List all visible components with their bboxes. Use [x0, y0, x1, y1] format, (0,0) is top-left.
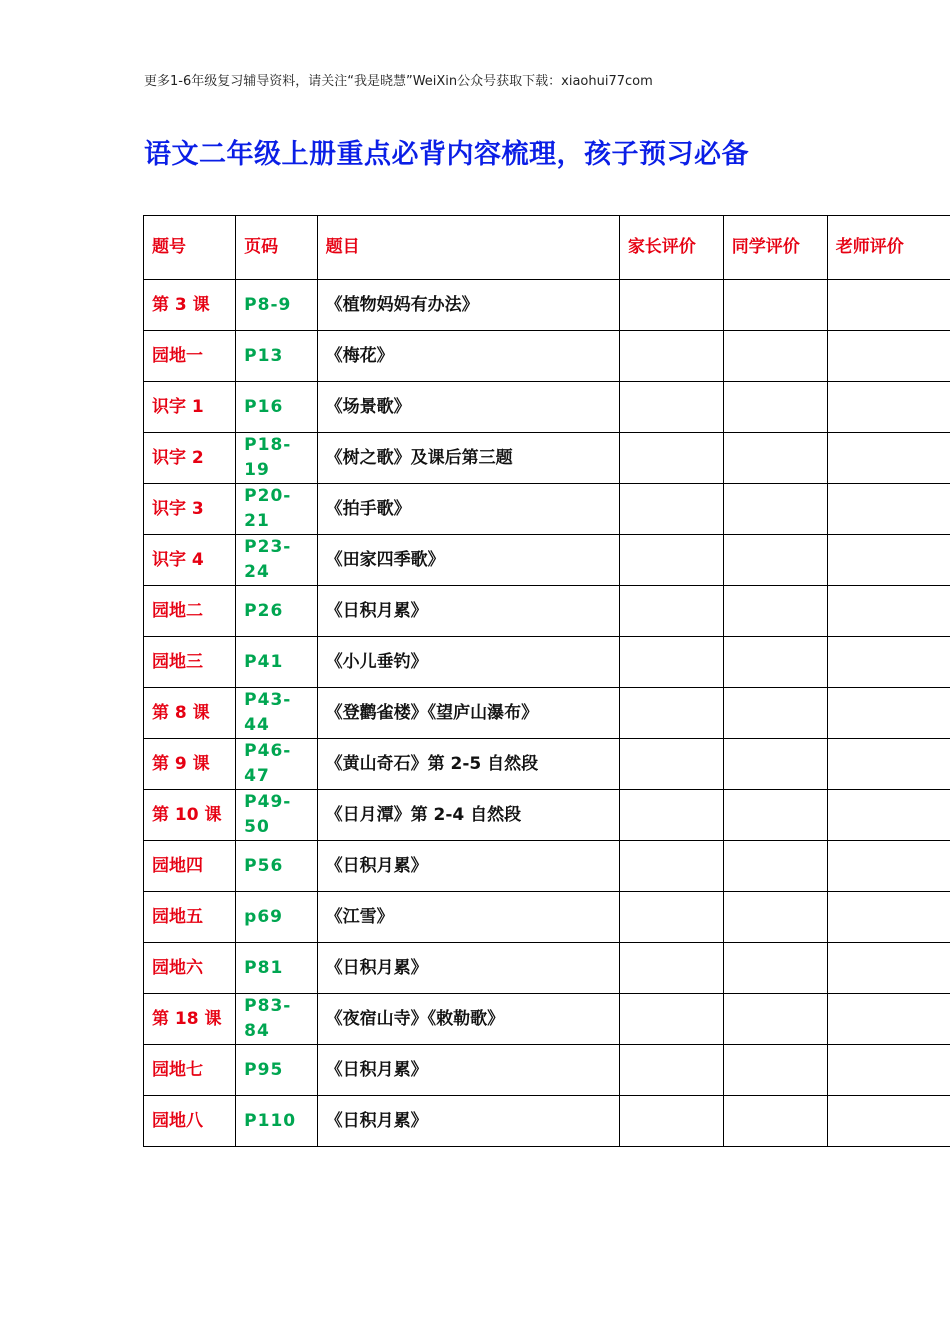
classmate-review-cell: [723, 586, 827, 637]
table-row: [144, 637, 950, 688]
teacher-review-cell: [827, 994, 950, 1045]
page-number-cell: P8-9: [236, 280, 317, 331]
topic-cell: 《植物妈妈有办法》: [317, 280, 619, 331]
table-row: [144, 688, 950, 739]
classmate-review-cell: [723, 535, 827, 586]
lesson-number-cell: 第 9 课: [144, 739, 236, 790]
table-row: [144, 1096, 950, 1147]
classmate-review-cell: [723, 841, 827, 892]
lesson-number-cell: 园地三: [144, 637, 236, 688]
teacher-review-cell: [827, 790, 950, 841]
header-teacher-review: 老师评价: [827, 216, 950, 280]
topic-cell: 《拍手歌》: [317, 484, 619, 535]
topic-cell: 《树之歌》及课后第三题: [317, 433, 619, 484]
table-row: [144, 739, 950, 790]
topic-cell: 《登鹳雀楼》《望庐山瀑布》: [317, 688, 619, 739]
table-row: [144, 790, 950, 841]
table-row: [144, 382, 950, 433]
topic-cell: 《夜宿山寺》《敕勒歌》: [317, 994, 619, 1045]
lesson-number-cell: 第 10 课: [144, 790, 236, 841]
parent-review-cell: [619, 1096, 723, 1147]
classmate-review-cell: [723, 688, 827, 739]
classmate-review-cell: [723, 433, 827, 484]
lesson-number-cell: 园地四: [144, 841, 236, 892]
table-row: [144, 892, 950, 943]
teacher-review-cell: [827, 1045, 950, 1096]
lesson-number-cell: 园地五: [144, 892, 236, 943]
table-row: [144, 943, 950, 994]
header-note: 更多1-6年级复习辅导资料，请关注“我是晓慧”WeiXin公众号获取下载：xiaohui77com: [144, 74, 653, 89]
lesson-number-cell: 第 18 课: [144, 994, 236, 1045]
header-lesson-number: 题号: [144, 216, 236, 280]
teacher-review-cell: [827, 535, 950, 586]
parent-review-cell: [619, 994, 723, 1045]
classmate-review-cell: [723, 637, 827, 688]
parent-review-cell: [619, 790, 723, 841]
topic-cell: 《场景歌》: [317, 382, 619, 433]
teacher-review-cell: [827, 484, 950, 535]
teacher-review-cell: [827, 688, 950, 739]
teacher-review-cell: [827, 637, 950, 688]
table-row: [144, 1045, 950, 1096]
header-parent-review: 家长评价: [619, 216, 723, 280]
table-row: [144, 331, 950, 382]
topic-cell: 《日积月累》: [317, 943, 619, 994]
teacher-review-cell: [827, 892, 950, 943]
classmate-review-cell: [723, 790, 827, 841]
parent-review-cell: [619, 433, 723, 484]
page-number-cell: P46-47: [236, 739, 317, 790]
parent-review-cell: [619, 892, 723, 943]
topic-cell: 《田家四季歌》: [317, 535, 619, 586]
teacher-review-cell: [827, 943, 950, 994]
topic-cell: 《日积月累》: [317, 841, 619, 892]
table-row: [144, 433, 950, 484]
classmate-review-cell: [723, 1045, 827, 1096]
page-number-cell: P95: [236, 1045, 317, 1096]
teacher-review-cell: [827, 1096, 950, 1147]
table-row: [144, 841, 950, 892]
parent-review-cell: [619, 331, 723, 382]
lesson-number-cell: 识字 4: [144, 535, 236, 586]
review-table: [143, 215, 950, 1147]
teacher-review-cell: [827, 841, 950, 892]
page-number-cell: P13: [236, 331, 317, 382]
topic-cell: 《日月潭》第 2-4 自然段: [317, 790, 619, 841]
lesson-number-cell: 第 3 课: [144, 280, 236, 331]
topic-cell: 《日积月累》: [317, 586, 619, 637]
parent-review-cell: [619, 943, 723, 994]
topic-cell: 《江雪》: [317, 892, 619, 943]
teacher-review-cell: [827, 382, 950, 433]
parent-review-cell: [619, 484, 723, 535]
classmate-review-cell: [723, 331, 827, 382]
header-classmate-review: 同学评价: [723, 216, 827, 280]
table-row: [144, 280, 950, 331]
parent-review-cell: [619, 382, 723, 433]
table-body: [144, 280, 950, 1147]
parent-review-cell: [619, 280, 723, 331]
page-number-cell: P43-44: [236, 688, 317, 739]
table-row: [144, 994, 950, 1045]
lesson-number-cell: 识字 1: [144, 382, 236, 433]
page-number-cell: P110: [236, 1096, 317, 1147]
parent-review-cell: [619, 1045, 723, 1096]
table-row: [144, 484, 950, 535]
lesson-number-cell: 识字 2: [144, 433, 236, 484]
page-number-cell: P41: [236, 637, 317, 688]
lesson-number-cell: 第 8 课: [144, 688, 236, 739]
parent-review-cell: [619, 688, 723, 739]
lesson-number-cell: 园地二: [144, 586, 236, 637]
page-number-cell: P83-84: [236, 994, 317, 1045]
page-number-cell: P56: [236, 841, 317, 892]
parent-review-cell: [619, 586, 723, 637]
lesson-number-cell: 识字 3: [144, 484, 236, 535]
teacher-review-cell: [827, 280, 950, 331]
header-topic: 题目: [317, 216, 619, 280]
parent-review-cell: [619, 739, 723, 790]
teacher-review-cell: [827, 331, 950, 382]
page-number-cell: P81: [236, 943, 317, 994]
topic-cell: 《梅花》: [317, 331, 619, 382]
classmate-review-cell: [723, 943, 827, 994]
classmate-review-cell: [723, 382, 827, 433]
classmate-review-cell: [723, 484, 827, 535]
page-number-cell: P23-24: [236, 535, 317, 586]
teacher-review-cell: [827, 739, 950, 790]
lesson-number-cell: 园地一: [144, 331, 236, 382]
lesson-number-cell: 园地七: [144, 1045, 236, 1096]
parent-review-cell: [619, 535, 723, 586]
page-number-cell: P20-21: [236, 484, 317, 535]
classmate-review-cell: [723, 280, 827, 331]
lesson-number-cell: 园地八: [144, 1096, 236, 1147]
topic-cell: 《日积月累》: [317, 1045, 619, 1096]
table-row: [144, 535, 950, 586]
topic-cell: 《小儿垂钓》: [317, 637, 619, 688]
topic-cell: 《黄山奇石》第 2-5 自然段: [317, 739, 619, 790]
page-title: 语文二年级上册重点必背内容梳理，孩子预习必备: [144, 139, 749, 170]
topic-cell: 《日积月累》: [317, 1096, 619, 1147]
classmate-review-cell: [723, 1096, 827, 1147]
lesson-number-cell: 园地六: [144, 943, 236, 994]
page-number-cell: p69: [236, 892, 317, 943]
classmate-review-cell: [723, 994, 827, 1045]
table-row: [144, 586, 950, 637]
teacher-review-cell: [827, 586, 950, 637]
parent-review-cell: [619, 637, 723, 688]
table-header-row: [144, 216, 950, 280]
page-number-cell: P26: [236, 586, 317, 637]
page-number-cell: P49-50: [236, 790, 317, 841]
header-page-number: 页码: [236, 216, 317, 280]
parent-review-cell: [619, 841, 723, 892]
classmate-review-cell: [723, 892, 827, 943]
page-number-cell: P18-19: [236, 433, 317, 484]
classmate-review-cell: [723, 739, 827, 790]
page-number-cell: P16: [236, 382, 317, 433]
teacher-review-cell: [827, 433, 950, 484]
